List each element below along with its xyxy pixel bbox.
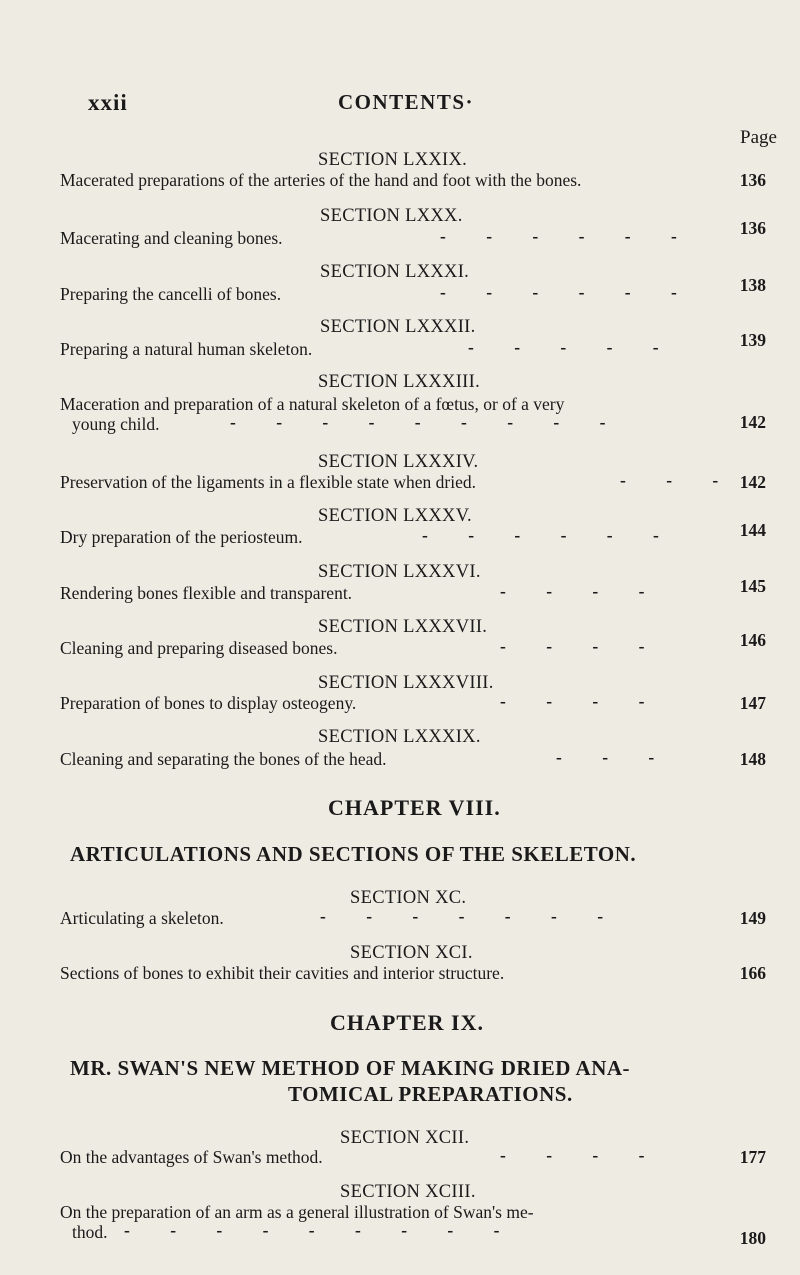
leader-dots: - - - - [500,581,663,601]
section-heading: SECTION XCIII. [340,1182,476,1202]
entry-text: Sections of bones to exhibit their cavities and interior structure. [60,963,505,983]
chapter-title: MR. SWAN'S NEW METHOD OF MAKING DRIED ANA- [70,1056,631,1080]
entry-page: 138 [739,275,766,295]
entry-text: Preparing the cancelli of bones. [60,284,282,304]
section-heading: SECTION LXXXVII. [318,617,488,637]
section-heading: SECTION LXXXVIII. [318,673,494,693]
entry-text: Cleaning and separating the bones of the head. [60,749,387,769]
section-heading: SECTION LXXXII. [320,317,476,337]
section-heading: SECTION XC. [350,888,467,908]
entry-text: Preservation of the ligaments in a flexible state when dried. [60,472,476,492]
leader-dots: - - - - - - - [320,906,622,926]
section-heading: SECTION LXXIX. [318,150,468,170]
entry-text: On the advantages of Swan's method. [60,1147,323,1167]
chapter-title: TOMICAL PREPARATIONS. [288,1082,573,1106]
entry-text: Preparing a natural human skeleton. [60,339,313,359]
entry-text: young child. [72,414,160,434]
entry-text: Dry preparation of the periosteum. [60,527,303,547]
entry-page: 148 [739,749,766,769]
chapter-heading: CHAPTER VIII. [328,795,501,820]
entry-page: 144 [739,520,766,540]
entry-page: 142 [739,412,766,432]
entry-text: Macerating and cleaning bones. [60,228,283,248]
leader-dots: - - - - - - - - - [124,1220,518,1240]
entry-page: 146 [739,630,766,650]
section-heading: SECTION LXXXIX. [318,727,481,747]
leader-dots: - - - - - - [440,226,695,246]
entry-text: Articulating a skeleton. [60,908,224,928]
entry-text: Macerated preparations of the arteries of the hand and foot with the bones. [60,170,582,190]
entry-page: 166 [739,963,766,983]
entry-page: 145 [739,576,766,596]
leader-dots: - - - - - - [422,525,677,545]
section-heading: SECTION LXXXVI. [318,562,481,582]
chapter-heading: CHAPTER IX. [330,1010,485,1035]
section-heading: SECTION XCII. [340,1128,470,1148]
entry-text: thod. [72,1222,108,1242]
entry-text: Rendering bones flexible and transparent. [60,583,353,603]
leader-dots: - - - - - [468,337,677,357]
chapter-title: ARTICULATIONS AND SECTIONS OF THE SKELETON. [70,842,637,866]
page-number: xxii [88,90,128,115]
section-heading: SECTION LXXX. [320,206,463,226]
leader-dots: - - - - - - [440,282,695,302]
entry-text: Preparation of bones to display osteogeny. [60,693,357,713]
entry-page: 149 [739,908,766,928]
section-heading: SECTION LXXXIII. [318,372,481,392]
entry-page: 147 [739,693,766,713]
entry-page: 136 [739,170,766,190]
leader-dots: - - - [556,747,673,767]
leader-dots: - - - [620,470,737,490]
running-header: CONTENTS· [338,90,475,114]
entry-page: 142 [739,472,766,492]
page-column-label: Page [740,127,777,148]
section-heading: SECTION XCI. [350,943,473,963]
entry-text: On the preparation of an arm as a general illustration of Swan's me- [60,1202,534,1222]
entry-page: 139 [739,330,766,350]
section-heading: SECTION LXXXI. [320,262,470,282]
leader-dots: - - - - [500,636,663,656]
section-heading: SECTION LXXXIV. [318,452,479,472]
leader-dots: - - - - - - - - - [230,412,624,432]
leader-dots: - - - - [500,1145,663,1165]
entry-page: 180 [739,1228,766,1248]
entry-text: Maceration and preparation of a natural skeleton of a fœtus, or of a very [60,394,565,414]
leader-dots: - - - - [500,691,663,711]
entry-page: 177 [739,1147,766,1167]
section-heading: SECTION LXXXV. [318,506,472,526]
entry-page: 136 [739,218,766,238]
entry-text: Cleaning and preparing diseased bones. [60,638,338,658]
